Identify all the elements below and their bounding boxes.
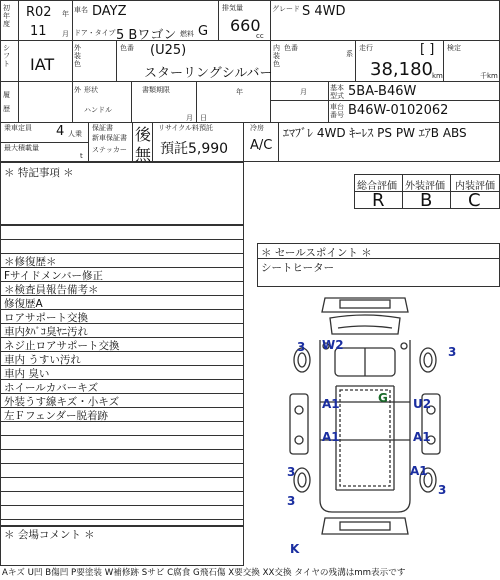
doc-deadline-label: 書類期限 (142, 86, 170, 94)
repair-history-item: Fサイドメンバー修正 (4, 270, 103, 282)
shift-label: シフト (3, 44, 10, 68)
sales-points-title: ＊ セールスポイント ＊ (261, 247, 372, 259)
color-name: スターリングシルバー (144, 66, 273, 81)
series-label: 系 (346, 50, 353, 58)
special-notes-title: ＊ 特記事項 ＊ (4, 167, 74, 179)
notes-row-line (0, 239, 244, 240)
mark-left-front: 3 (297, 340, 306, 354)
inspector-note-7: 外装うす線キズ・小キズ (4, 396, 120, 408)
displacement: 660 (230, 16, 261, 35)
venue-comment-title: ＊ 会場コメント ＊ (4, 529, 95, 541)
notes-row-line (0, 253, 244, 254)
shift: IAT (30, 55, 55, 74)
notes-row-line (0, 449, 244, 450)
first-reg-label: 初年度 (3, 4, 10, 28)
fuel: G (198, 24, 209, 39)
mark-right-a1-2: A1 (410, 464, 428, 478)
first-reg-year: R02 (26, 5, 52, 20)
inspector-note-1: ロアサポート交換 (4, 312, 88, 324)
mark-right-u2: U2 (413, 397, 432, 411)
grade-label: グレード (272, 5, 300, 13)
mark-rear-bottom: 3 (287, 494, 296, 508)
day-unit: 日 (200, 114, 207, 122)
year-unit: 年 (62, 10, 69, 18)
mark-right-a1-1: A1 (413, 430, 431, 444)
model-label: 基本型式 (330, 84, 344, 100)
inspection-label: 検定 (447, 44, 461, 52)
cc-unit: cc (256, 32, 264, 40)
inspector-note-8: 左Ｆフェンダー脱着跡 (4, 410, 109, 422)
first-reg-month: 11 (30, 24, 47, 39)
fuel-label: 燃料 (180, 30, 194, 38)
recycle-label: リサイクル料預託 (158, 124, 214, 132)
mark-right-front: 3 (448, 345, 457, 359)
mark-top-w2: W2 (322, 338, 344, 352)
aircon: A/C (250, 138, 273, 153)
damage-legend: Aキズ U凹 B傷凹 P要塗装 W補修跡 Sサビ C腐食 G飛石傷 X要交換 XX交換 タイヤの残溝はmm表示です (2, 568, 406, 578)
mileage: 38,180 (370, 59, 433, 80)
form-label: 形状 (84, 86, 98, 94)
door-type: 5 Bワゴン (116, 28, 177, 43)
notes-row-line (0, 435, 244, 436)
exterior-rating: B (420, 190, 433, 211)
grade: S 4WD (302, 4, 346, 19)
exterior-label: 外 (74, 86, 81, 94)
sales-point-item: シートヒーター (261, 262, 335, 274)
chassis-label: 車台番号 (330, 103, 344, 119)
mileage-bracket: [ ] (420, 42, 435, 57)
inspector-note-3: ネジ止ロアサポート交換 (4, 340, 120, 352)
sticker-label: ステッカー (92, 146, 127, 154)
inspector-note-5: 車内 臭い (4, 368, 50, 380)
warranty-rear: 後 (135, 125, 152, 144)
recycle-fee: 預託5,990 (160, 141, 229, 157)
car-name: DAYZ (92, 4, 127, 19)
inspector-note-4: 車内 うすい汚れ (4, 354, 81, 366)
month-unit: 月 (62, 30, 69, 38)
color-code-label: 色番 (120, 44, 134, 52)
mark-roof-g: G (378, 391, 388, 405)
mark-left-a1-1: A1 (322, 397, 340, 411)
seating-label: 乗車定員 (4, 124, 32, 132)
month-unit-3: 月 (300, 88, 307, 96)
overall-rating: R (372, 190, 385, 211)
mileage-label: 走行 (359, 44, 373, 52)
equipment-list: ｴﾏﾌﾞﾚ 4WD ｷｰﾚｽ PS PW ｴｱB ABS (283, 126, 467, 140)
notes-row-line (0, 505, 244, 506)
aircon-label: 冷房 (250, 124, 264, 132)
ton-unit: t (80, 152, 83, 160)
seating: 4 (56, 124, 65, 139)
history-label: 履歴 (3, 91, 10, 113)
exterior-rating-label: 外装評価 (405, 181, 445, 192)
door-type-label: ドア・タイプ (74, 29, 116, 37)
repair-history-title: ＊修復歴＊ (4, 256, 57, 268)
thousand-km-unit: 千km (480, 72, 498, 80)
persons-unit: 人乗 (68, 130, 82, 138)
interior-rating-label: 内装評価 (455, 181, 495, 192)
km-unit: km (432, 72, 443, 80)
model: 5BA-B46W (348, 84, 417, 99)
interior-rating: C (468, 190, 481, 211)
inspector-note-2: 車内ﾀﾊﾞｺ臭ﾔﾆ汚れ (4, 326, 88, 338)
inspector-note-0: 修復歴A (4, 298, 43, 310)
month-unit-2: 月 (186, 114, 193, 122)
handle-label: ハンドル (84, 106, 112, 114)
notes-row-line (0, 519, 244, 520)
year-unit-2: 年 (236, 88, 243, 96)
sticker-none: 無 (135, 145, 152, 164)
max-load-label: 最大積載量 (4, 144, 39, 152)
color-code: (U25) (150, 43, 187, 58)
new-car-warranty-label: 新車保証書 (92, 134, 127, 142)
inspector-note-6: ホイールカバーキズ (4, 382, 99, 394)
color-code-label-2: 色番 (284, 44, 298, 52)
int-color-label: 内装色 (273, 44, 280, 68)
warranty-book-label: 保証書 (92, 124, 113, 132)
mark-left-a1-2: A1 (322, 430, 340, 444)
inspector-notes-title: ＊検査員報告備考＊ (4, 284, 99, 296)
notes-row-line (0, 463, 244, 464)
car-name-label: 車名 (74, 6, 88, 14)
damage-diagram (280, 290, 450, 560)
chassis-number: B46W-0102062 (348, 103, 449, 118)
mark-rear-left: 3 (287, 465, 296, 479)
ext-color-label: 外装色 (74, 44, 81, 68)
mark-rear-right: 3 (438, 483, 447, 497)
notes-row-line (0, 477, 244, 478)
mark-rear-k: K (290, 542, 300, 556)
displacement-label: 排気量 (222, 4, 243, 12)
notes-row-line (0, 491, 244, 492)
overall-rating-label: 総合評価 (357, 181, 397, 192)
